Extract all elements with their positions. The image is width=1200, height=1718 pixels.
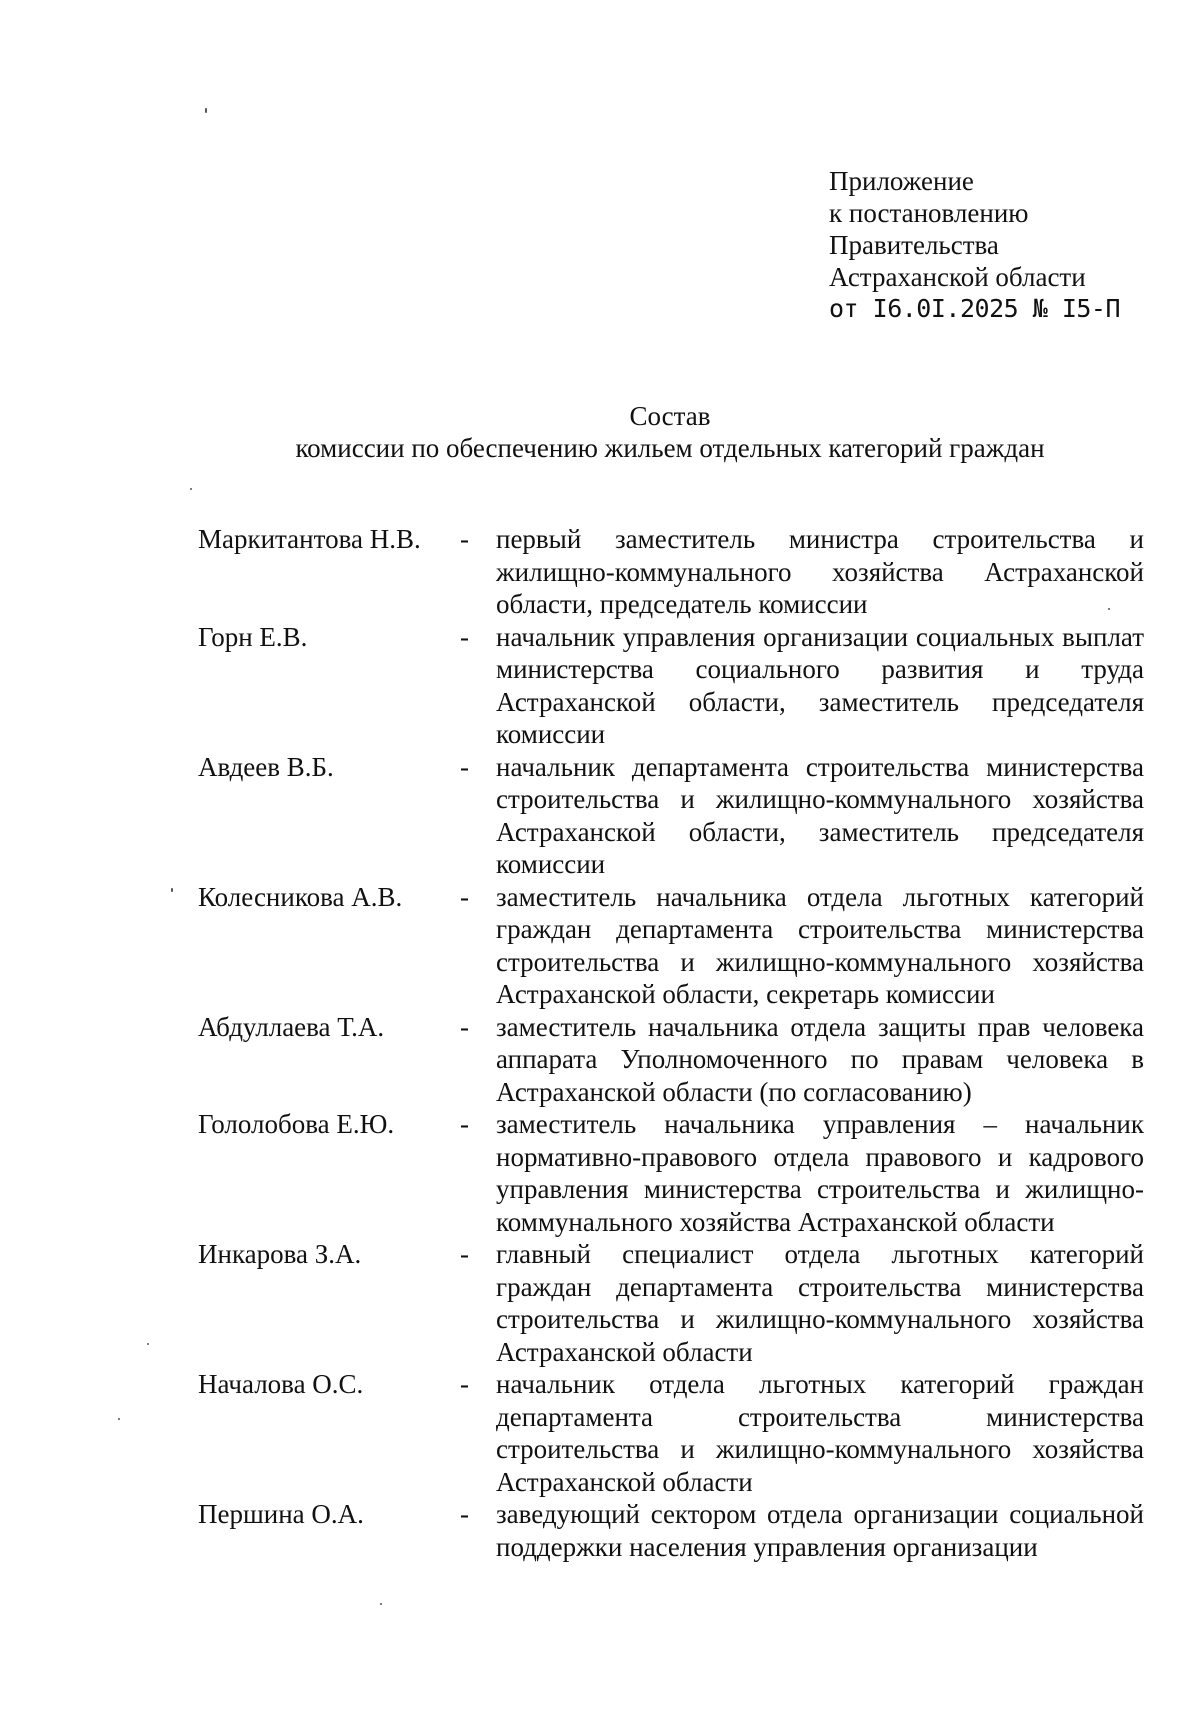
heading-title: Состав [629,401,711,431]
member-dash: - [460,621,469,652]
scan-speck [205,108,207,113]
member-name: Першина О.А. [198,1499,364,1529]
member-role: начальник департамента строительства министерства строительства и жилищно-коммунального хозяйства Астраханской области, заместитель председателя комиссии [496,751,1144,879]
list-item [198,1108,1144,1238]
annex-line: Приложение [829,166,974,196]
scan-speck [118,1418,120,1420]
scan-speck [171,888,173,892]
list-item [198,1011,1144,1109]
member-role: заместитель начальника отдела льготных категорий граждан департамента строительства министерства строительства и жилищно-коммунального хозяйства Астраханской области, секретарь комиссии [496,881,1144,1009]
document-heading [0,400,1200,464]
list-item [198,1238,1144,1368]
annex-line: Астраханской области [829,262,1086,292]
list-item [198,881,1144,1011]
member-name: Авдеев В.Б. [198,751,334,782]
member-role: главный специалист отдела льготных категорий граждан департамента строительства министерства строительства и жилищно-коммунального хозяйства Астраханской области [496,1239,1144,1367]
member-dash: - [460,881,469,912]
member-name: Гололобова Е.Ю. [198,1109,395,1139]
scan-speck [190,488,192,490]
annex-line: к постановлению [829,198,1029,228]
list-item [198,1498,1144,1563]
member-role: заместитель начальника отдела защиты прав человека аппарата Уполномоченного по правам человека в Астраханской области (по согласованию) [496,1011,1144,1107]
scan-speck [380,1603,382,1605]
member-dash: - [460,751,469,782]
member-name: Маркитантова Н.В. [198,524,421,554]
member-role: первый заместитель министра строительства и жилищно-коммунального хозяйства Астраханской области, председатель комиссии [496,524,1144,619]
member-role: заведующий сектором отдела организации социальной поддержки населения управления организации [496,1499,1144,1562]
member-name: Инкарова З.А. [198,1239,362,1269]
annex-line: Правительства [829,230,999,260]
member-role: заместитель начальника управления – начальник нормативно-правового отдела правового и кадрового управления министерства строительства и жилищно-коммунального хозяйства Астраханской области [496,1109,1144,1237]
list-item [198,751,1144,881]
member-dash: - [460,1499,469,1529]
commission-members-list [198,523,1144,1563]
member-name: Горн Е.В. [198,621,308,652]
list-item [198,523,1144,621]
list-item [198,1368,1144,1498]
annex-date-number: от I6.0I.2025 № I5-П [829,294,1121,323]
member-name: Колесникова А.В. [198,881,403,912]
member-dash: - [460,1109,469,1139]
member-dash: - [460,524,469,554]
member-dash: - [460,1369,469,1399]
list-item [198,621,1144,751]
heading-subtitle: комиссии по обеспечению жильем отдельных категорий граждан [295,433,1045,463]
annex-block [829,165,1120,325]
member-name: Абдуллаева Т.А. [198,1011,385,1042]
member-role: начальник отдела льготных категорий граждан департамента строительства министерства строительства и жилищно-коммунального хозяйства Астраханской области [496,1369,1144,1497]
scan-speck [147,1343,149,1345]
member-role: начальник управления организации социальных выплат министерства социального развития и труда Астраханской области, заместитель председателя комиссии [496,621,1144,749]
member-dash: - [460,1011,469,1042]
member-dash: - [460,1239,469,1269]
member-name: Началова О.С. [198,1369,364,1399]
